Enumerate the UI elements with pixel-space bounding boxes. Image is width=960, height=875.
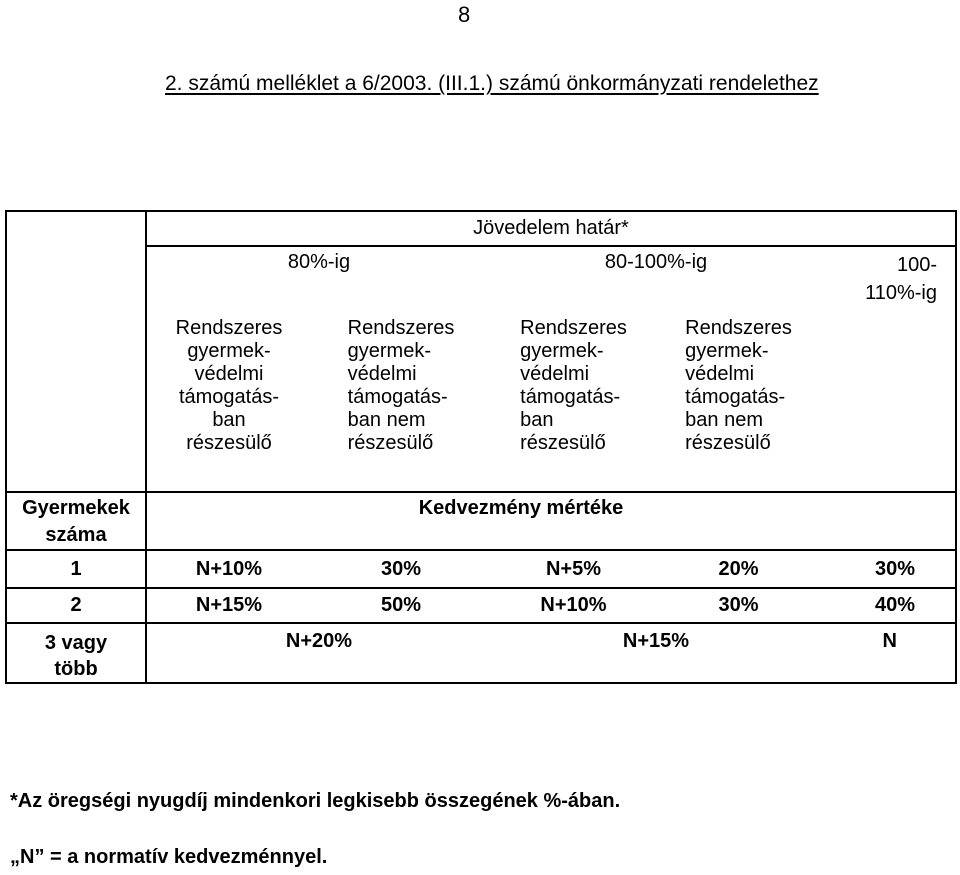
band-100-110: 100- 110%-ig	[865, 254, 937, 304]
category-80-100-receiving: Rendszeres gyermek- védelmi támogatás- ban részesülő	[520, 317, 627, 454]
discount-header: Kedvezmény mértéke	[146, 492, 956, 550]
cell-1-80-not-receiving: 30%	[311, 550, 491, 588]
header-row-discount	[6, 492, 956, 550]
table-row	[6, 588, 956, 623]
annex-title: 2. számú melléklet a 6/2003. (III.1.) számú önkormányzati rendelethez	[165, 72, 819, 95]
cell-1-100-110: 30%	[821, 550, 956, 588]
row-label-3: 3 vagy több	[6, 623, 146, 683]
footnote-income-limit: *Az öregségi nyugdíj mindenkori legkisebb összegének %-ában.	[10, 790, 621, 812]
header-row-bands	[6, 246, 956, 307]
footnote-normative: „N” = a normatív kedvezménnyel.	[10, 846, 328, 868]
category-80-100-not-receiving: Rendszeres gyermek- védelmi támogatás- ban nem részesülő	[685, 317, 792, 454]
header-row-categories	[6, 307, 956, 492]
row-label-2: 2	[6, 588, 146, 623]
children-count-header: Gyermekek száma	[6, 492, 146, 550]
band-80-100: 80-100%-ig	[604, 251, 708, 273]
cell-3-80-100: N+15%	[622, 630, 690, 652]
band-80: 80%-ig	[287, 251, 351, 273]
corner-cell	[6, 211, 146, 492]
table-row	[6, 623, 956, 683]
cell-2-100-110: 40%	[821, 588, 956, 623]
cell-2-80-receiving: N+15%	[146, 588, 311, 623]
discount-table	[5, 210, 957, 684]
cell-3-100-110: N	[882, 630, 897, 652]
cell-1-80-receiving: N+10%	[146, 550, 311, 588]
cell-2-80-100-receiving: N+10%	[491, 588, 656, 623]
category-80-receiving: Rendszeres gyermek- védelmi támogatás- ban részesülő	[146, 307, 311, 492]
table-row	[6, 550, 956, 588]
header-row-income	[6, 211, 956, 246]
cell-1-80-100-not-receiving: 20%	[656, 550, 821, 588]
row-label-1: 1	[6, 550, 146, 588]
cell-3-80: N+20%	[285, 630, 353, 652]
cell-2-80-not-receiving: 50%	[311, 588, 491, 623]
cell-1-80-100-receiving: N+5%	[491, 550, 656, 588]
cell-2-80-100-not-receiving: 30%	[656, 588, 821, 623]
income-limit-header: Jövedelem határ*	[146, 211, 956, 246]
category-100-110-empty	[821, 307, 956, 492]
page-number: 8	[458, 2, 471, 27]
category-80-not-receiving: Rendszeres gyermek- védelmi támogatás- ban nem részesülő	[347, 317, 455, 454]
